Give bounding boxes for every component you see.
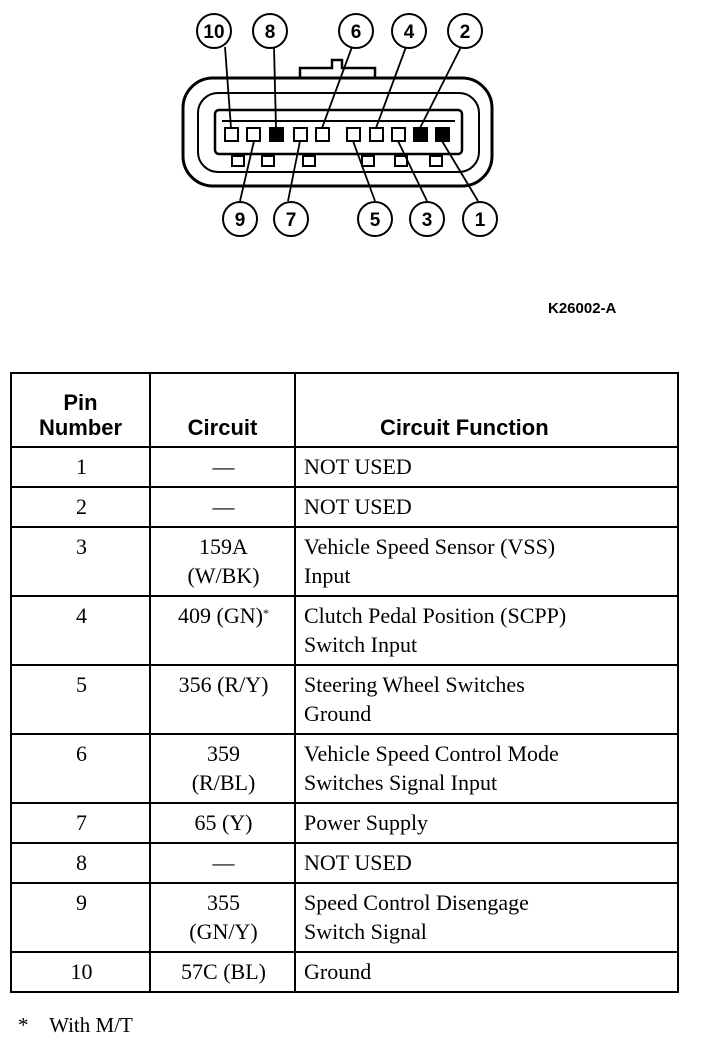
header-circuit-function: Circuit Function: [295, 373, 678, 447]
cell-circuit: 359 (R/BL): [150, 734, 295, 803]
cavity-pin-7: [294, 128, 307, 141]
cell-circuit: —: [150, 447, 295, 487]
cell-circuit: —: [150, 487, 295, 527]
connector-diagram: [0, 0, 704, 300]
table-row: [11, 487, 678, 527]
cavity-pin-9: [247, 128, 260, 141]
callout-label: 9: [234, 210, 246, 231]
cell-circuit: 356 (R/Y): [150, 665, 295, 734]
callout-label: 6: [350, 22, 362, 43]
connector-bottom-tabs: [232, 156, 442, 166]
cell-pin: 7: [11, 803, 150, 843]
callout-label: 10: [203, 22, 225, 43]
cell-circuit: 355 (GN/Y): [150, 883, 295, 952]
callout-label: 7: [285, 210, 297, 231]
callout-pin-2: [448, 14, 482, 48]
cell-function: NOT USED: [295, 487, 678, 527]
callout-pin-8: [253, 14, 287, 48]
callout-pin-10: [197, 14, 231, 48]
cell-circuit-value: 409 (GN): [178, 603, 263, 628]
table-row: [11, 734, 678, 803]
cavity-pin-4: [370, 128, 383, 141]
cell-function: Vehicle Speed Control Mode Switches Signal Input: [295, 734, 678, 803]
cell-circuit: 159A (W/BK): [150, 527, 295, 596]
callout-label: 4: [403, 22, 415, 43]
cavity-pin-3: [392, 128, 405, 141]
callout-label: 2: [459, 22, 471, 43]
callout-pin-5: [358, 202, 392, 236]
table-row: [11, 596, 678, 665]
cell-pin: 4: [11, 596, 150, 665]
pinout-table: [10, 372, 679, 993]
callout-pin-6: [339, 14, 373, 48]
cell-circuit: —: [150, 843, 295, 883]
callout-pin-3: [410, 202, 444, 236]
cell-function: Ground: [295, 952, 678, 992]
cell-pin: 10: [11, 952, 150, 992]
footnote: * With M/T: [18, 1013, 133, 1037]
table-row: [11, 843, 678, 883]
header-circuit: Circuit: [150, 373, 295, 447]
cell-function: Vehicle Speed Sensor (VSS) Input: [295, 527, 678, 596]
table-row: [11, 447, 678, 487]
table-row: [11, 527, 678, 596]
callouts-bottom: [223, 202, 497, 236]
table-row: [11, 665, 678, 734]
callout-label: 3: [421, 210, 433, 231]
cell-function: Power Supply: [295, 803, 678, 843]
table-header-row: [11, 373, 678, 447]
cell-pin: 8: [11, 843, 150, 883]
cell-pin: 9: [11, 883, 150, 952]
cell-function: Speed Control Disengage Switch Signal: [295, 883, 678, 952]
cavity-pin-5: [347, 128, 360, 141]
callout-pin-9: [223, 202, 257, 236]
cell-circuit: [150, 596, 295, 665]
leader-lines: [225, 47, 478, 201]
cell-pin: 2: [11, 487, 150, 527]
cell-function: Clutch Pedal Position (SCPP) Switch Input: [295, 596, 678, 665]
cavity-pin-2: [414, 128, 427, 141]
cavity-pin-6: [316, 128, 329, 141]
cell-circuit: 65 (Y): [150, 803, 295, 843]
callouts-top: [197, 14, 482, 48]
cell-function: NOT USED: [295, 447, 678, 487]
table-row: [11, 883, 678, 952]
figure-reference: K26002-A: [548, 300, 617, 317]
cell-circuit: 57C (BL): [150, 952, 295, 992]
cell-function: Steering Wheel Switches Ground: [295, 665, 678, 734]
callout-pin-1: [463, 202, 497, 236]
cavity-pin-8: [270, 128, 283, 141]
cavity-pin-1: [436, 128, 449, 141]
callout-pin-4: [392, 14, 426, 48]
callout-pin-7: [274, 202, 308, 236]
table-row: [11, 803, 678, 843]
cell-pin: 3: [11, 527, 150, 596]
table-row: [11, 952, 678, 992]
cavity-pin-10: [225, 128, 238, 141]
callout-label: 1: [474, 210, 486, 231]
pin-cavities: [225, 128, 449, 141]
cell-function: NOT USED: [295, 843, 678, 883]
cell-pin: 1: [11, 447, 150, 487]
cell-pin: 6: [11, 734, 150, 803]
header-pin-number: Pin Number: [11, 373, 150, 447]
cell-pin: 5: [11, 665, 150, 734]
callout-label: 8: [264, 22, 276, 43]
callout-label: 5: [369, 210, 381, 231]
footnote-marker: *: [262, 606, 269, 620]
